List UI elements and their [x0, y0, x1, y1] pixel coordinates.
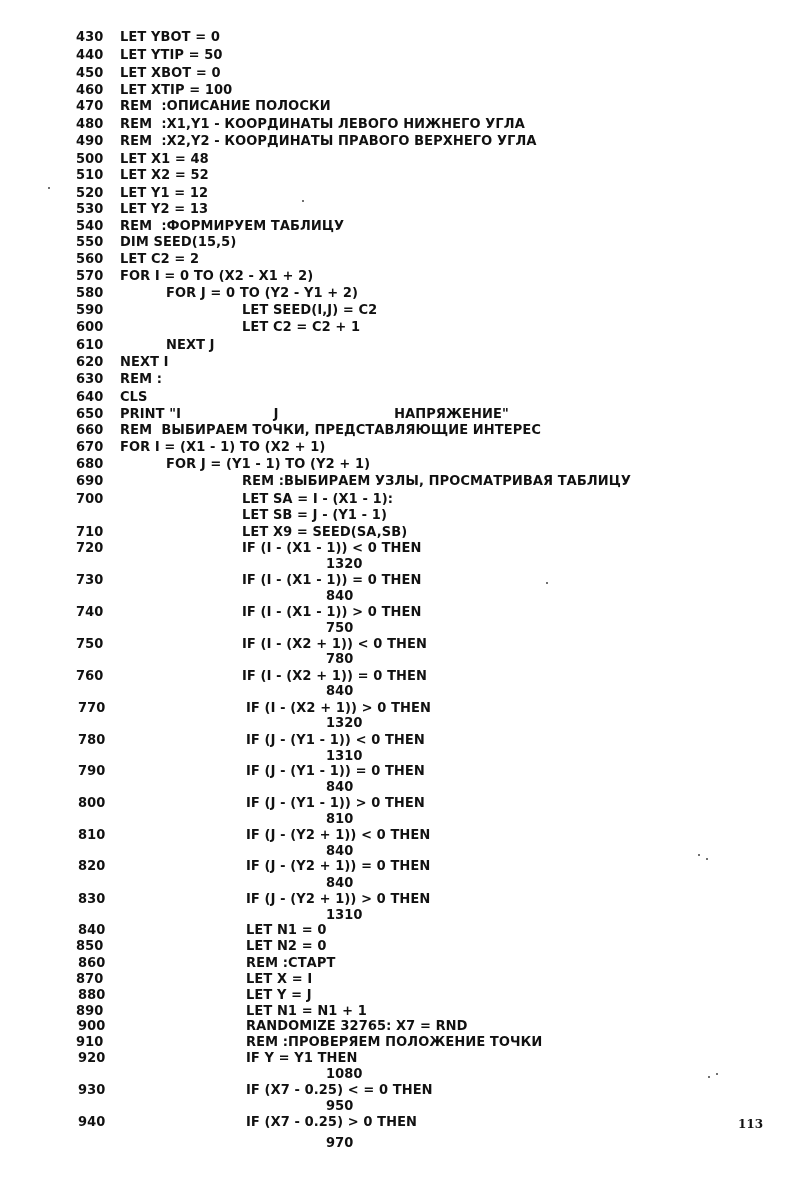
- line-number: 490: [76, 134, 104, 149]
- code-statement: IF (I - (X1 - 1)) = 0 THEN: [242, 573, 422, 588]
- code-line: [0, 234, 700, 252]
- line-number: 620: [76, 355, 104, 370]
- code-statement: 780: [326, 652, 354, 667]
- code-statement: REM :ВЫБИРАЕМ УЗЛЫ, ПРОСМАТРИВАЯ ТАБЛИЦУ: [242, 474, 632, 489]
- code-statement: LET SB = J - (Y1 - 1): [242, 508, 387, 523]
- code-statement: IF (J - (Y2 + 1)) = 0 THEN: [246, 859, 431, 874]
- code-statement: LET N1 = 0: [246, 923, 327, 938]
- code-statement: REM :X1,Y1 - КООРДИНАТЫ ЛЕВОГО НИЖНЕГО УГЛА: [120, 117, 525, 132]
- code-line: [0, 302, 700, 320]
- line-number: 480: [76, 117, 104, 132]
- code-statement: IF (J - (Y1 - 1)) > 0 THEN: [246, 796, 425, 811]
- code-statement: IF Y = Y1 THEN: [246, 1051, 358, 1066]
- code-statement: PRINT "I J НАПРЯЖЕНИЕ": [120, 407, 509, 422]
- line-number: 660: [76, 423, 104, 438]
- line-number: 440: [76, 48, 104, 63]
- code-line: [0, 116, 700, 134]
- code-statement: LET XBOT = 0: [120, 66, 221, 81]
- line-number: 800: [78, 796, 106, 811]
- line-number: 830: [78, 892, 106, 907]
- code-line: [0, 1114, 700, 1132]
- scan-speck: [706, 858, 708, 860]
- code-statement: 1080: [326, 1067, 363, 1082]
- line-number: 450: [76, 66, 104, 81]
- line-number: 900: [78, 1019, 106, 1034]
- code-line: [0, 683, 700, 701]
- code-line: [0, 473, 700, 491]
- code-statement: IF (I - (X2 + 1)) > 0 THEN: [246, 701, 431, 716]
- scan-speck: [546, 582, 548, 584]
- line-number: 760: [76, 669, 104, 684]
- code-statement: IF (J - (Y2 + 1)) > 0 THEN: [246, 892, 431, 907]
- code-line: [0, 456, 700, 474]
- code-statement: 1310: [326, 908, 363, 923]
- line-number: 840: [78, 923, 106, 938]
- code-statement: 1320: [326, 557, 363, 572]
- line-number: 640: [76, 390, 104, 405]
- line-number: 680: [76, 457, 104, 472]
- scan-speck: [708, 1076, 710, 1078]
- code-statement: REM :: [120, 372, 163, 387]
- code-statement: FOR I = (X1 - 1) TO (X2 + 1): [120, 440, 326, 455]
- line-number: 430: [76, 30, 104, 45]
- line-number: 940: [78, 1115, 106, 1130]
- code-statement: IF (X7 - 0.25) > 0 THEN: [246, 1115, 418, 1130]
- code-statement: 1320: [326, 716, 363, 731]
- line-number: 500: [76, 152, 104, 167]
- code-statement: LET X2 = 52: [120, 168, 209, 183]
- line-number: 630: [76, 372, 104, 387]
- code-line: [0, 858, 700, 876]
- code-line: [0, 29, 700, 47]
- code-statement: FOR I = 0 TO (X2 - X1 + 2): [120, 269, 314, 284]
- line-number: 720: [76, 541, 104, 556]
- line-number: 790: [78, 764, 106, 779]
- code-statement: LET N1 = N1 + 1: [246, 1004, 367, 1019]
- line-number: 600: [76, 320, 104, 335]
- code-statement: LET C2 = 2: [120, 252, 200, 267]
- code-line: [0, 507, 700, 525]
- page-number: 113: [738, 1117, 764, 1131]
- line-number: 610: [76, 338, 104, 353]
- line-number: 670: [76, 440, 104, 455]
- line-number: 820: [78, 859, 106, 874]
- code-statement: REM :ФОРМИРУЕМ ТАБЛИЦУ: [120, 219, 345, 234]
- code-statement: 950: [326, 1099, 354, 1114]
- code-statement: DIM SEED(15,5): [120, 235, 237, 250]
- code-line: [0, 938, 700, 956]
- code-statement: IF (I - (X1 - 1)) < 0 THEN: [242, 541, 422, 556]
- line-number: 700: [76, 492, 104, 507]
- code-statement: LET X = I: [246, 972, 313, 987]
- code-statement: REM :СТАРТ: [246, 956, 336, 971]
- code-statement: IF (I - (X2 + 1)) < 0 THEN: [242, 637, 427, 652]
- code-statement: IF (J - (Y1 - 1)) < 0 THEN: [246, 733, 425, 748]
- line-number: 550: [76, 235, 104, 250]
- code-statement: NEXT J: [166, 338, 215, 353]
- line-number: 780: [78, 733, 106, 748]
- line-number: 860: [78, 956, 106, 971]
- code-statement: 840: [326, 684, 354, 699]
- code-statement: 840: [326, 844, 354, 859]
- line-number: 650: [76, 407, 104, 422]
- code-statement: LET N2 = 0: [246, 939, 327, 954]
- code-statement: RANDOMIZE 32765: X7 = RND: [246, 1019, 468, 1034]
- code-statement: FOR J = (Y1 - 1) TO (Y2 + 1): [166, 457, 371, 472]
- code-statement: 970: [326, 1135, 354, 1151]
- code-line: [0, 285, 700, 303]
- code-statement: LET YBOT = 0: [120, 30, 220, 45]
- code-line: [0, 715, 700, 733]
- line-number: 510: [76, 168, 104, 183]
- code-statement: LET Y = J: [246, 988, 312, 1003]
- code-statement: REM :ОПИСАНИЕ ПОЛОСКИ: [120, 99, 331, 114]
- line-number: 870: [76, 972, 104, 987]
- scan-speck: [716, 1073, 718, 1075]
- scan-speck: [698, 854, 700, 856]
- line-number: 930: [78, 1083, 106, 1098]
- code-statement: 810: [326, 812, 354, 827]
- code-line: [0, 133, 700, 151]
- code-line: [0, 167, 700, 185]
- code-statement: LET XTIP = 100: [120, 83, 233, 98]
- code-statement: 840: [326, 780, 354, 795]
- code-statement: IF (J - (Y2 + 1)) < 0 THEN: [246, 828, 431, 843]
- code-statement: IF (J - (Y1 - 1)) = 0 THEN: [246, 764, 425, 779]
- code-line: [0, 268, 700, 286]
- code-statement: LET C2 = C2 + 1: [242, 320, 361, 335]
- code-statement: LET SEED(I,J) = C2: [242, 303, 378, 318]
- code-line: [0, 651, 700, 669]
- code-statement: 840: [326, 589, 354, 604]
- code-line: [0, 201, 700, 219]
- code-statement: REM :ПРОВЕРЯЕМ ПОЛОЖЕНИЕ ТОЧКИ: [246, 1035, 543, 1050]
- code-statement: NEXT I: [120, 355, 169, 370]
- code-line: [0, 47, 700, 65]
- code-statement: 750: [326, 621, 354, 636]
- line-number: 810: [78, 828, 106, 843]
- code-line: [0, 319, 700, 337]
- code-statement: 1310: [326, 749, 363, 764]
- code-line: [0, 389, 700, 407]
- line-number: 580: [76, 286, 104, 301]
- code-line: [0, 98, 700, 116]
- line-number: 730: [76, 573, 104, 588]
- code-statement: CLS: [120, 390, 148, 405]
- code-statement: LET X9 = SEED(SA,SB): [242, 525, 408, 540]
- code-statement: IF (X7 - 0.25) < = 0 THEN: [246, 1083, 433, 1098]
- code-statement: LET SA = I - (X1 - 1):: [242, 492, 394, 507]
- code-line: [0, 354, 700, 372]
- line-number: 530: [76, 202, 104, 217]
- line-number: 570: [76, 269, 104, 284]
- line-number: 710: [76, 525, 104, 540]
- code-statement: REM :X2,Y2 - КООРДИНАТЫ ПРАВОГО ВЕРХНЕГО УГЛА: [120, 134, 537, 149]
- code-statement: LET Y1 = 12: [120, 186, 209, 201]
- line-number: 850: [76, 939, 104, 954]
- line-number: 520: [76, 186, 104, 201]
- code-statement: IF (I - (X2 + 1)) = 0 THEN: [242, 669, 427, 684]
- code-statement: FOR J = 0 TO (Y2 - Y1 + 2): [166, 286, 359, 301]
- code-line: [0, 337, 700, 355]
- line-number: 540: [76, 219, 104, 234]
- line-number: 590: [76, 303, 104, 318]
- line-number: 920: [78, 1051, 106, 1066]
- code-line: [0, 439, 700, 457]
- code-statement: IF (I - (X1 - 1)) > 0 THEN: [242, 605, 422, 620]
- code-statement: REM ВЫБИРАЕМ ТОЧКИ, ПРЕДСТАВЛЯЮЩИЕ ИНТЕРЕС: [120, 423, 541, 438]
- code-line: [0, 371, 700, 389]
- line-number: 890: [76, 1004, 104, 1019]
- line-number: 910: [76, 1035, 104, 1050]
- code-statement: 840: [326, 876, 354, 891]
- line-number: 690: [76, 474, 104, 489]
- code-line: [0, 422, 700, 440]
- code-statement: LET X1 = 48: [120, 152, 209, 167]
- line-number: 880: [78, 988, 106, 1003]
- line-number: 470: [76, 99, 104, 114]
- code-line: [0, 65, 700, 83]
- line-number: 770: [78, 701, 106, 716]
- line-number: 740: [76, 605, 104, 620]
- code-line: [0, 251, 700, 269]
- scan-speck: [48, 187, 50, 189]
- line-number: 750: [76, 637, 104, 652]
- line-number: 560: [76, 252, 104, 267]
- code-statement: LET Y2 = 13: [120, 202, 209, 217]
- code-statement: LET YTIP = 50: [120, 48, 223, 63]
- code-line: [0, 1135, 700, 1153]
- line-number: 460: [76, 83, 104, 98]
- scan-speck: [302, 200, 304, 202]
